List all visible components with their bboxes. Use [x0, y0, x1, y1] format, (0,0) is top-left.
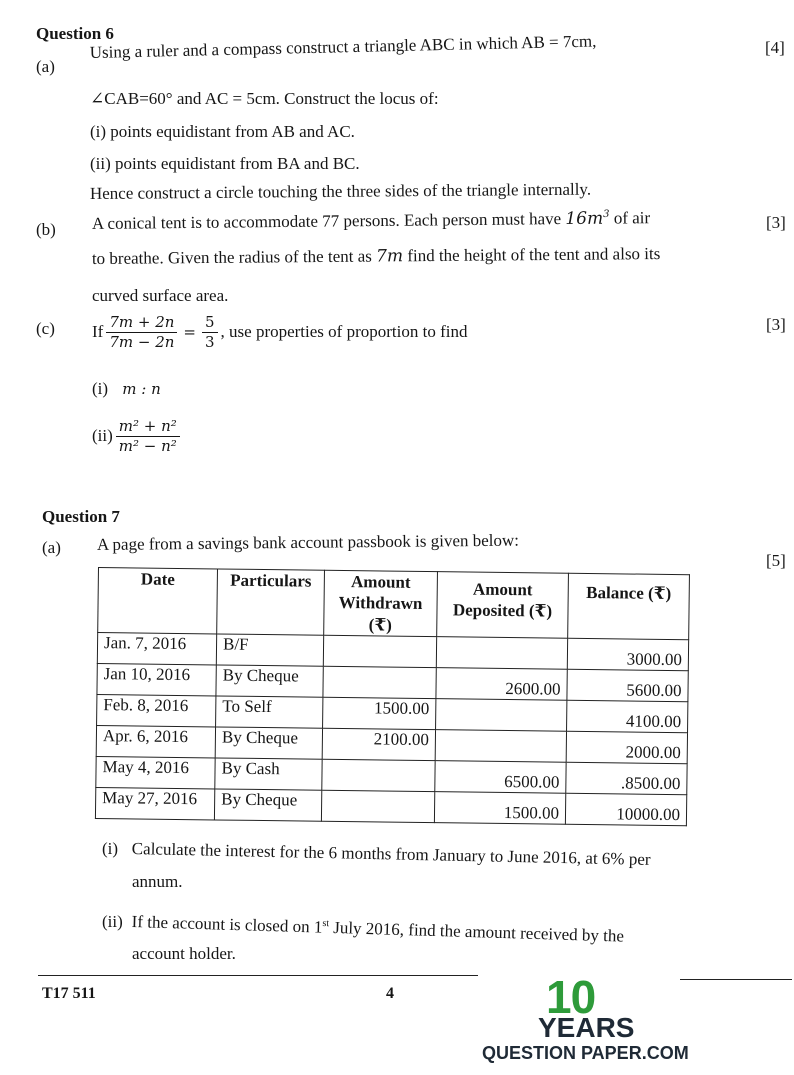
passbook-table	[95, 567, 690, 826]
header-amount-withdrawn: Amount Withdrawn (₹)	[324, 570, 438, 636]
logo-years: YEARS	[538, 1012, 635, 1043]
q6-a-ii: (ii) points equidistant from BA and BC.	[90, 154, 360, 173]
cell-withdrawn: 2100.00	[322, 728, 435, 760]
q6-b-line3: curved surface area.	[92, 286, 229, 305]
cell-particulars: By Cash	[215, 758, 322, 790]
q6-c-lhs-fraction	[106, 314, 177, 350]
cell-date: Jan 10, 2016	[97, 663, 216, 695]
header-particulars: Particulars	[217, 569, 325, 635]
cell-balance: 5600.00	[567, 669, 688, 701]
footer-page-number: 4	[386, 985, 394, 1002]
cell-withdrawn	[323, 635, 436, 667]
q6-c-i	[92, 379, 161, 399]
q6-b-line2	[92, 244, 661, 269]
site-logo	[482, 970, 688, 1070]
q6-c-lhs-num: 7m + 2n	[106, 314, 177, 333]
q6-b-marks: [3]	[766, 213, 786, 232]
q7-ii-line1-post: July 2016, find the amount received by the	[328, 917, 625, 946]
cell-balance: 10000.00	[565, 793, 686, 825]
q6-c-ii-den: m² − n²	[118, 436, 177, 455]
q6-part-b-label: (b)	[36, 220, 56, 239]
cell-particulars: By Cheque	[214, 789, 321, 821]
header-balance: Balance (₹)	[568, 573, 690, 639]
cell-balance: 3000.00	[567, 638, 688, 670]
q7-ii-ordinal: st	[322, 918, 330, 930]
q7-a-intro: A page from a savings bank account passbook is given below:	[96, 530, 520, 555]
q7-ii-line1-pre: If the account is closed on 1	[131, 912, 323, 937]
q6-a-line2: ∠CAB=60° and AC = 5cm. Construct the locus of:	[90, 89, 439, 108]
cell-withdrawn: 1500.00	[323, 697, 436, 729]
cell-deposited: 1500.00	[434, 791, 565, 824]
q6-b-line1-pre: A conical tent is to accommodate 77 persons. Each person must have	[91, 209, 562, 234]
cell-balance: 2000.00	[566, 731, 687, 763]
cell-particulars: By Cheque	[216, 665, 323, 697]
cell-deposited	[435, 729, 566, 762]
cell-date: Jan. 7, 2016	[97, 632, 216, 664]
q7-part-a-label: (a)	[42, 538, 61, 557]
q6-c-text: , use properties of proportion to find	[220, 322, 468, 341]
q6-b-radius: 7m	[376, 246, 404, 267]
cell-deposited	[436, 636, 567, 669]
q6-a-marks: [4]	[765, 38, 785, 57]
q7-ii-line1	[131, 912, 624, 947]
q6-part-a-label: (a)	[36, 57, 55, 76]
cell-date: Apr. 6, 2016	[96, 725, 215, 757]
q6-c-if: If	[92, 322, 104, 341]
passbook-header-row	[98, 568, 690, 640]
q6-c-rhs-den: 3	[204, 332, 215, 351]
q6-part-c-label: (c)	[36, 319, 55, 338]
q6-a-line1: Using a ruler and a compass construct a triangle ABC in which AB = 7cm,	[89, 31, 597, 63]
cell-withdrawn	[323, 666, 436, 698]
q6-c-rhs-fraction	[202, 314, 218, 350]
q7-i-line1: Calculate the interest for the 6 months from January to June 2016, at 6% per	[131, 839, 651, 869]
q6-c-ii	[92, 418, 183, 454]
question-7-title: Question 7	[42, 507, 120, 526]
cell-deposited: 2600.00	[436, 667, 567, 700]
q6-c-lhs-den: 7m − 2n	[109, 332, 175, 351]
q7-a-marks: [5]	[766, 551, 786, 570]
cell-deposited	[436, 698, 567, 731]
table-row	[95, 787, 686, 825]
cell-particulars: By Cheque	[215, 727, 322, 759]
q7-ii-line2: account holder.	[132, 944, 236, 963]
q6-c-rhs-num: 5	[202, 314, 218, 333]
cell-date: Feb. 8, 2016	[97, 694, 216, 726]
cell-particulars: To Self	[216, 696, 323, 728]
q7-i-label: (i)	[102, 839, 119, 858]
cell-particulars: B/F	[216, 634, 323, 666]
cell-balance: .8500.00	[566, 762, 687, 794]
footer-rule-right	[680, 979, 792, 980]
footer-rule-left	[38, 975, 478, 976]
q6-c-ii-label: (ii)	[92, 426, 113, 445]
footer-paper-code: T17 511	[42, 985, 96, 1002]
logo-number: 10	[546, 971, 596, 1023]
cell-balance: 4100.00	[567, 700, 688, 732]
cell-deposited: 6500.00	[435, 760, 566, 793]
cell-date: May 4, 2016	[96, 756, 215, 788]
q6-c-equals: =	[183, 323, 196, 341]
q6-b-line2-pre: to breathe. Given the radius of the tent as	[91, 246, 372, 269]
q6-a-line3: Hence construct a circle touching the three sides of the triangle internally.	[89, 179, 592, 204]
q7-ii-label: (ii)	[102, 912, 123, 931]
q6-b-line1	[92, 208, 650, 234]
q6-c-i-label: (i)	[92, 379, 109, 398]
header-amount-deposited: Amount Deposited (₹)	[437, 572, 569, 638]
q6-b-air-volume: $16m^3$	[565, 208, 610, 230]
q6-c-ii-fraction	[116, 418, 180, 454]
q6-c-ii-num: m² + n²	[116, 418, 180, 437]
logo-site-name: QUESTION PAPER.COM	[482, 1043, 689, 1063]
cell-withdrawn	[321, 790, 434, 822]
question-6-title: Question 6	[36, 24, 114, 43]
header-date: Date	[98, 568, 218, 634]
q6-c-i-expr: m : n	[122, 380, 161, 398]
q7-i-line2: annum.	[132, 872, 183, 891]
q6-c-marks: [3]	[766, 315, 786, 334]
q6-b-line1-post: of air	[613, 208, 651, 228]
q6-a-i: (i) points equidistant from AB and AC.	[90, 122, 355, 141]
cell-withdrawn	[322, 759, 435, 791]
cell-date: May 27, 2016	[95, 787, 214, 819]
q6-b-line2-post: find the height of the tent and also its	[407, 244, 661, 266]
q6-c-statement	[92, 314, 467, 350]
